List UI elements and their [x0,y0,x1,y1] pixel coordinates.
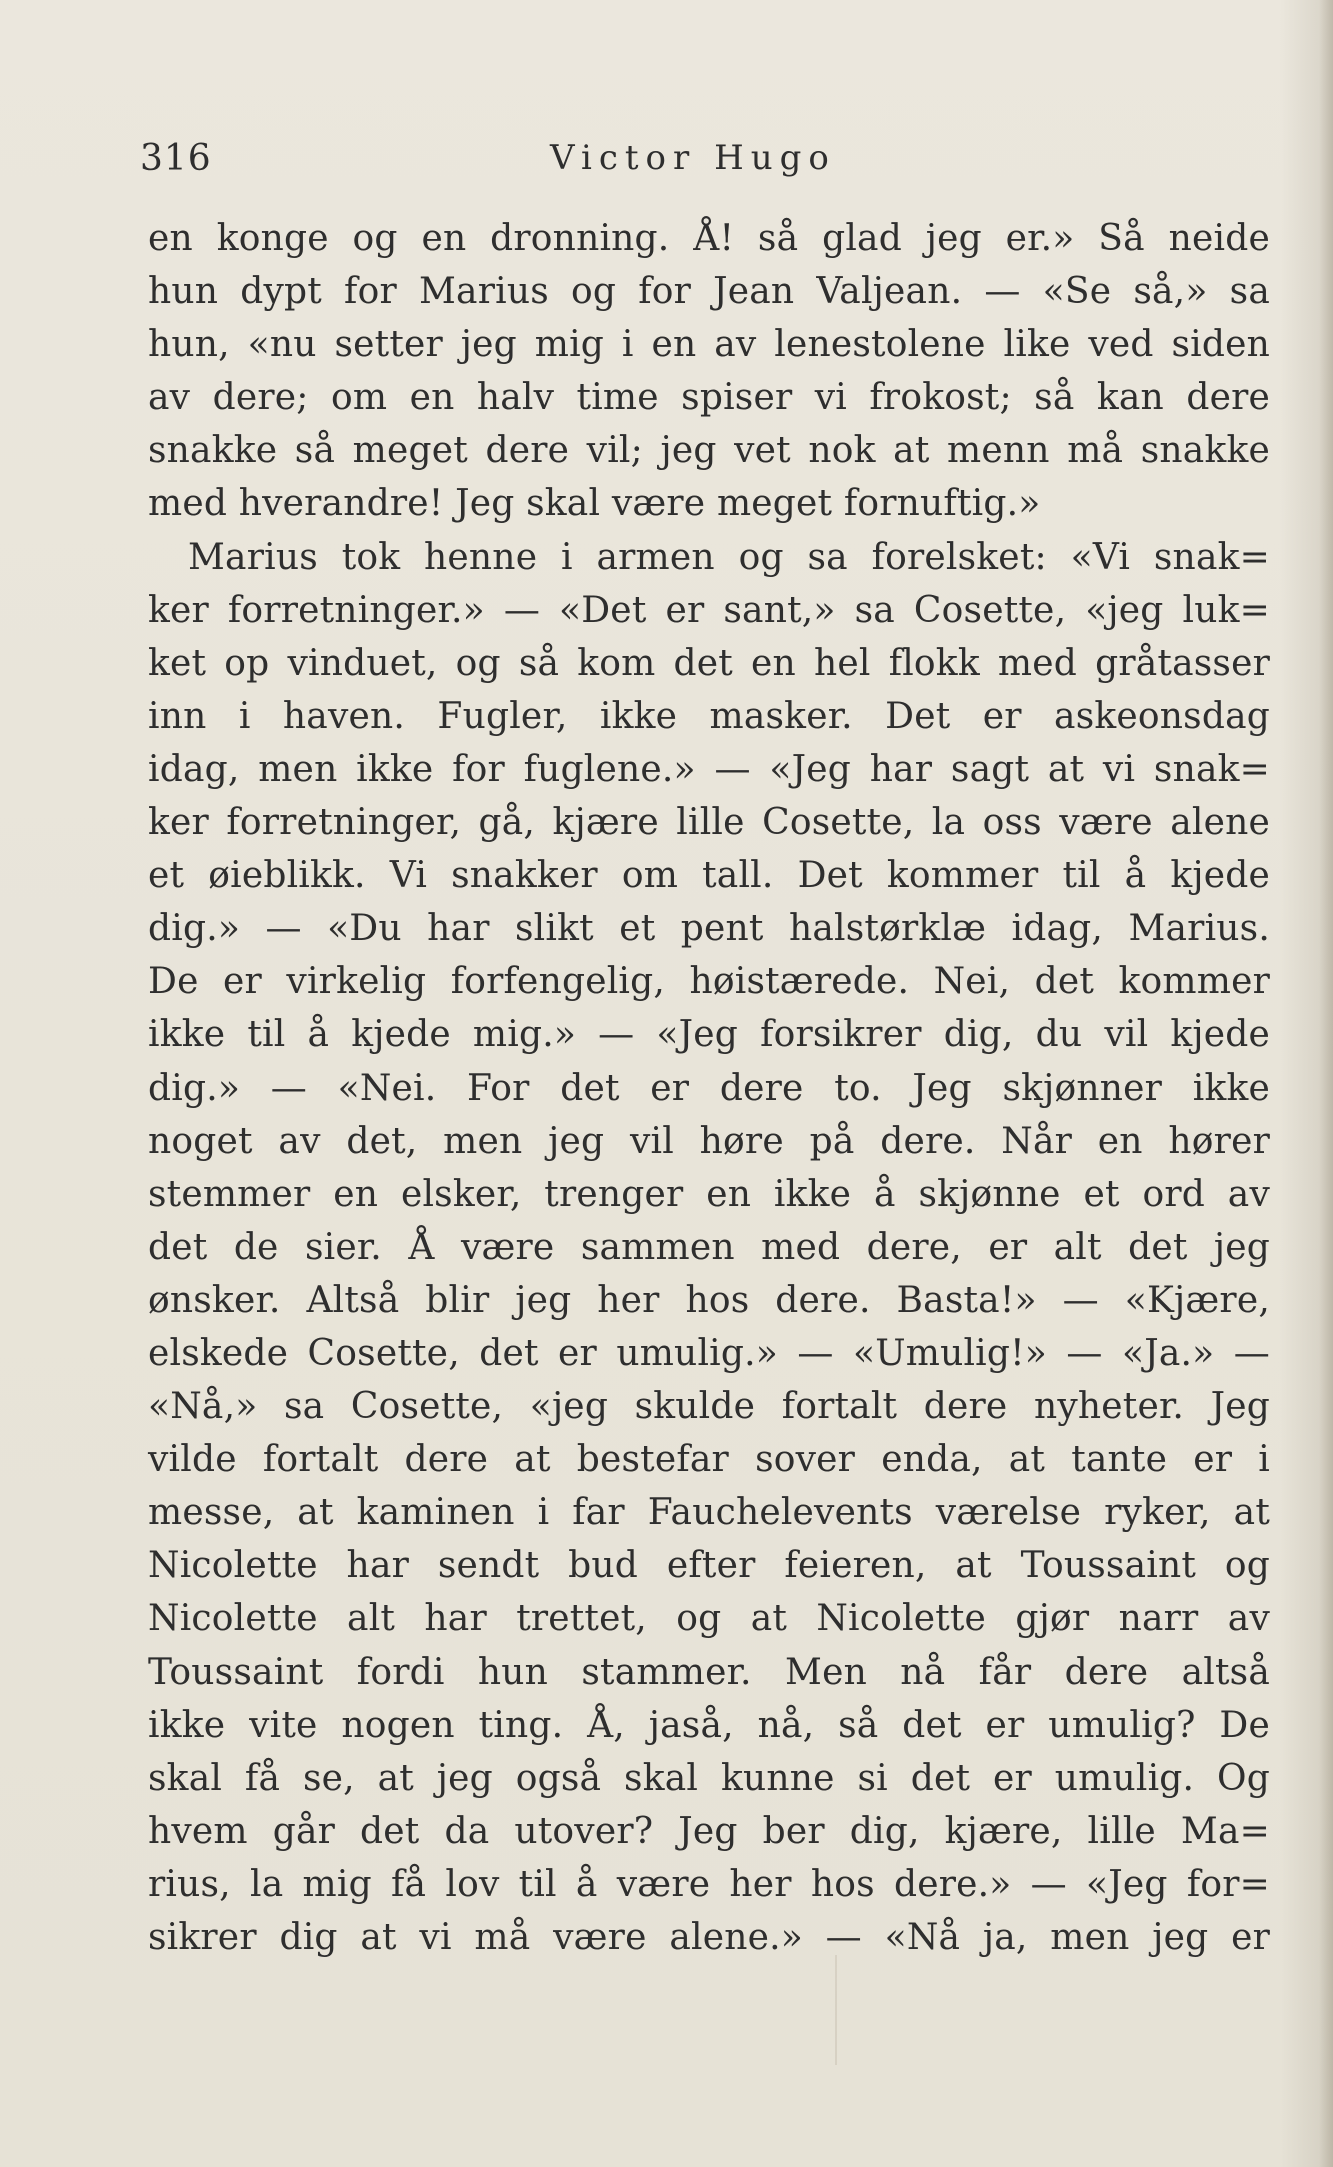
text-line: skal få se, at jeg også skal kunne si det er umulig. Og [148,1757,1270,1799]
text-line: et øieblikk. Vi snakker om tall. Det kommer til å kjede [148,855,1270,897]
text-line: messe, at kaminen i far Fauchelevents værelse ryker, at [148,1492,1270,1534]
text-line: en konge og en dronning. Å! så glad jeg er.» Så neide [148,218,1270,259]
text-line: Marius tok henne i armen og sa forelsket: «Vi snak= [188,536,1270,578]
text-line: hvem går det da utover? Jeg ber dig, kjære, lille Ma= [148,1810,1270,1852]
text-line: rius, la mig få lov til å være her hos dere.» — «Jeg for= [148,1863,1270,1905]
text-line: De er virkelig forfengelig, høistærede. Nei, det kommer [148,961,1270,1003]
text-line: ker forretninger, gå, kjære lille Cosette, la oss være alene [148,802,1270,844]
text-line: ønsker. Altså blir jeg her hos dere. Basta!» — «Kjære, [148,1279,1270,1321]
text-line: noget av det, men jeg vil høre på dere. Når en hører [148,1120,1270,1162]
text-line: Nicolette alt har trettet, og at Nicolette gjør narr av [148,1598,1270,1640]
page-header [140,138,1270,188]
text-line: inn i haven. Fugler, ikke masker. Det er askeonsdag [148,695,1270,737]
text-line: ker forretninger.» — «Det er sant,» sa Cosette, «jeg luk= [148,589,1270,631]
text-line: det de sier. Å være sammen med dere, er alt det jeg [148,1226,1270,1268]
running-head: Victor Hugo [550,138,836,178]
text-line: hun dypt for Marius og for Jean Valjean. — «Se så,» sa [148,271,1270,313]
text-line: dig.» — «Nei. For det er dere to. Jeg skjønner ikke [148,1067,1270,1109]
paper-crease [835,1955,837,2065]
page-edge-shadow [1319,0,1333,2167]
page-number: 316 [140,138,212,179]
text-line: Toussaint fordi hun stammer. Men nå får dere altså [148,1651,1270,1693]
text-line: med hverandre! Jeg skal være meget fornuftig.» [148,483,1041,525]
text-line: ket op vinduet, og så kom det en hel flokk med gråtasser [148,642,1270,684]
text-line: «Nå,» sa Cosette, «jeg skulde fortalt dere nyheter. Jeg [148,1386,1270,1428]
text-line: sikrer dig at vi må være alene.» — «Nå ja, men jeg er [148,1917,1270,1958]
text-line: hun, «nu setter jeg mig i en av lenestolene like ved siden [148,324,1270,366]
text-line: av dere; om en halv time spiser vi frokost; så kan dere [148,377,1270,419]
text-line: dig.» — «Du har slikt et pent halstørklæ idag, Marius. [148,908,1270,950]
text-line: elskede Cosette, det er umulig.» — «Umulig!» — «Ja.» — [148,1332,1270,1374]
text-line: snakke så meget dere vil; jeg vet nok at menn må snakke [148,430,1270,472]
text-line: Nicolette har sendt bud efter feieren, at Toussaint og [148,1545,1270,1587]
text-line: stemmer en elsker, trenger en ikke å skjønne et ord av [148,1173,1270,1215]
body-text [148,212,1270,1964]
text-line: idag, men ikke for fuglene.» — «Jeg har sagt at vi snak= [148,748,1270,790]
text-line: vilde fortalt dere at bestefar sover enda, at tante er i [148,1439,1270,1481]
text-line: ikke til å kjede mig.» — «Jeg forsikrer dig, du vil kjede [148,1014,1270,1056]
text-line: ikke vite nogen ting. Å, jaså, nå, så det er umulig? De [148,1704,1270,1746]
